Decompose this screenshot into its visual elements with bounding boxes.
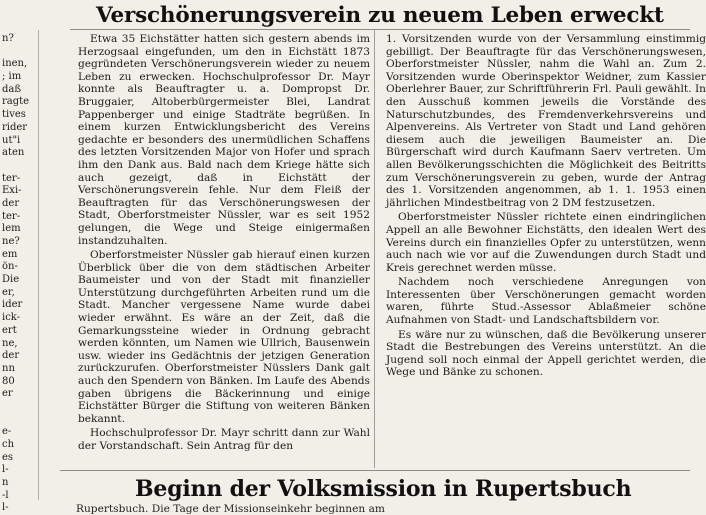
- article-headline: Verschönerungsverein zu neuem Leben erweckt: [96, 3, 664, 28]
- fragment-line: Die: [2, 274, 20, 286]
- fragment-line: ter-: [2, 210, 21, 222]
- article-column-middle: [78, 33, 370, 469]
- fragment-line: es: [2, 451, 14, 463]
- fragment-line: ragte: [2, 96, 30, 108]
- fragment-line: [2, 401, 36, 414]
- fragment-line: [2, 414, 36, 427]
- paragraph: Es wäre nur zu wünschen, daß die Bevölkerung unserer Stadt die Bestrebungen des Vereins unterstützt. An die Jugend soll noch einmal der Appell gerichtet werden, die Wege und Bänke zu schonen.: [386, 328, 706, 379]
- fragment-line: ert: [2, 324, 17, 336]
- cropped-left-column: [2, 33, 36, 514]
- fragment-line: [2, 160, 36, 173]
- paragraph: Etwa 35 Eichstätter hatten sich gestern abends im Herzogsaal eingefunden, um den in Eichstätt 1873 gegründeten Verschönerungsverein wieder zu neuem Leben zu erwecken. Hochschulprofessor Dr. Mayr konnte als Beauftragter u. a. Dompropst Dr. Bruggaier, Altoberbürgermeister Blei, Landrat Pappenberger und einige Stadträte begrüßen. In einem kurzen Entwicklungsbericht des Vereins gedachte er besonders des unermüdlichen Schaffens des letzten Vorsitzenden Major von Hofer und sprach ihm den Dank aus. Bald nach dem Kriege hätte sich auch gezeigt, daß in Eichstätt der Verschönerungsverein fehle. Nur dem Fleiß der Beauftragten für das Verschönerungswesen der Stadt, Oberforstmeister Nüssler, war es seit 1952 gelungen, die Wege und Steige einigermaßen instandzuhalten.: [78, 33, 370, 247]
- fragment-line: [2, 46, 36, 59]
- fragment-line: e-: [2, 426, 12, 438]
- section-rule: [60, 470, 690, 471]
- column-divider-left: [38, 30, 39, 500]
- fragment-line: rider: [2, 121, 28, 133]
- fragment-line: n: [2, 477, 9, 489]
- fragment-line: Exi-: [2, 185, 22, 197]
- second-article-first-line: Rupertsbuch. Die Tage der Missionseinkehr beginnen am: [76, 503, 385, 515]
- fragment-line: er,: [2, 286, 15, 298]
- fragment-line: ön-: [2, 261, 18, 273]
- fragment-line: l-: [2, 502, 9, 514]
- article-column-right: [386, 33, 706, 469]
- fragment-line: ut"i: [2, 134, 21, 146]
- fragment-line: ter-: [2, 172, 21, 184]
- paragraph: Nachdem noch verschiedene Anregungen von Interessenten über Verschönerungen gemacht worden waren, führte Stud.-Assessor Ablaßmeier schöne Aufnahmen von Stadt- und Landschaftsbildern vor.: [386, 276, 706, 327]
- fragment-line: l-: [2, 464, 9, 476]
- fragment-line: tives: [2, 109, 26, 121]
- fragment-line: aten: [2, 147, 25, 159]
- fragment-line: -l: [2, 489, 9, 501]
- fragment-line: ne,: [2, 337, 18, 349]
- fragment-line: ne?: [2, 236, 20, 247]
- fragment-line: der: [2, 197, 20, 209]
- headline-rule: [70, 29, 690, 30]
- fragment-line: daß: [2, 83, 22, 95]
- fragment-line: n?: [2, 33, 14, 44]
- fragment-line: ick-: [2, 312, 21, 324]
- fragment-line: inen,: [2, 58, 28, 70]
- paragraph: Oberforstmeister Nüssler gab hierauf einen kurzen Überblick über die von dem städtischen Arbeiter Baumeister und von der Stadt mit finanzieller Unterstützung durchgeführten Arbeiten rund um die Stadt. Mancher vergessene Name wurde dabei wieder erwähnt. Es wäre an der Zeit, daß die Gemarkungssteine wieder in Ordnung gebracht werden könnten, um Namen wie Ullrich, Bausenwein usw. wieder ins Gedächtnis der jetzigen Generation zurückzurufen. Oberforstmeister Nüsslers Dank galt auch den Spendern von Bänken. Im Laufe des Abends gaben übrigens die Bäckerinnung und einige Eichstätter Bürger die Stiftung von weiteren Bänken bekannt.: [78, 249, 370, 425]
- fragment-line: 80: [2, 375, 15, 387]
- fragment-line: nn: [2, 362, 15, 374]
- fragment-line: ch: [2, 439, 15, 450]
- paragraph: Oberforstmeister Nüssler richtete einen eindringlichen Appell an alle Bewohner Eichstätts, den idealen Wert des Vereins durch ein finanzielles Opfer zu unterstützen, wenn auch nach wie vor auf die Zuwendungen durch Stadt und Kreis gerechnet werden müsse.: [386, 211, 706, 274]
- second-article-headline: Beginn der Volksmission in Rupertsbuch: [135, 476, 632, 502]
- fragment-line: ider: [2, 299, 23, 311]
- paragraph: Hochschulprofessor Dr. Mayr schritt dann zur Wahl der Vorstandschaft. Sein Antrag für den: [78, 427, 370, 452]
- column-divider-middle: [374, 30, 375, 468]
- fragment-line: em: [2, 248, 18, 260]
- fragment-line: der: [2, 350, 20, 362]
- paragraph: 1. Vorsitzenden wurde von der Versammlung einstimmig gebilligt. Der Beauftragte für das Verschönerungswesen, Oberforstmeister Nüssler, nahm die Wahl an. Zum 2. Vorsitzenden wurde Oberinspektor Weidner, zum Kassier Oberlehrer Bauer, zur Schriftführerin Frl. Pauli gewählt. In den Ausschuß kommen jeweils die Vorstände des Naturschutzbundes, des Fremdenverkehrsvereins und Alpenvereins. Als Vertreter von Stadt und Land gehören diesem auch die jeweiligen Baumeister an. Die Bürgerschaft wird durch Kaufmann Saerv vertreten. Um allen Bevölkerungsschichten die Möglichkeit des Beitritts zum Verschönerungsverein zu geben, wurde der Antrag des 1. Vorsitzenden angenommen, ab 1. 1. 1953 einen jährlichen Mindestbeitrag von 2 DM festzusetzen.: [386, 33, 706, 209]
- fragment-line: ; im: [2, 71, 22, 83]
- fragment-line: lem: [2, 223, 21, 235]
- fragment-line: er: [2, 388, 13, 400]
